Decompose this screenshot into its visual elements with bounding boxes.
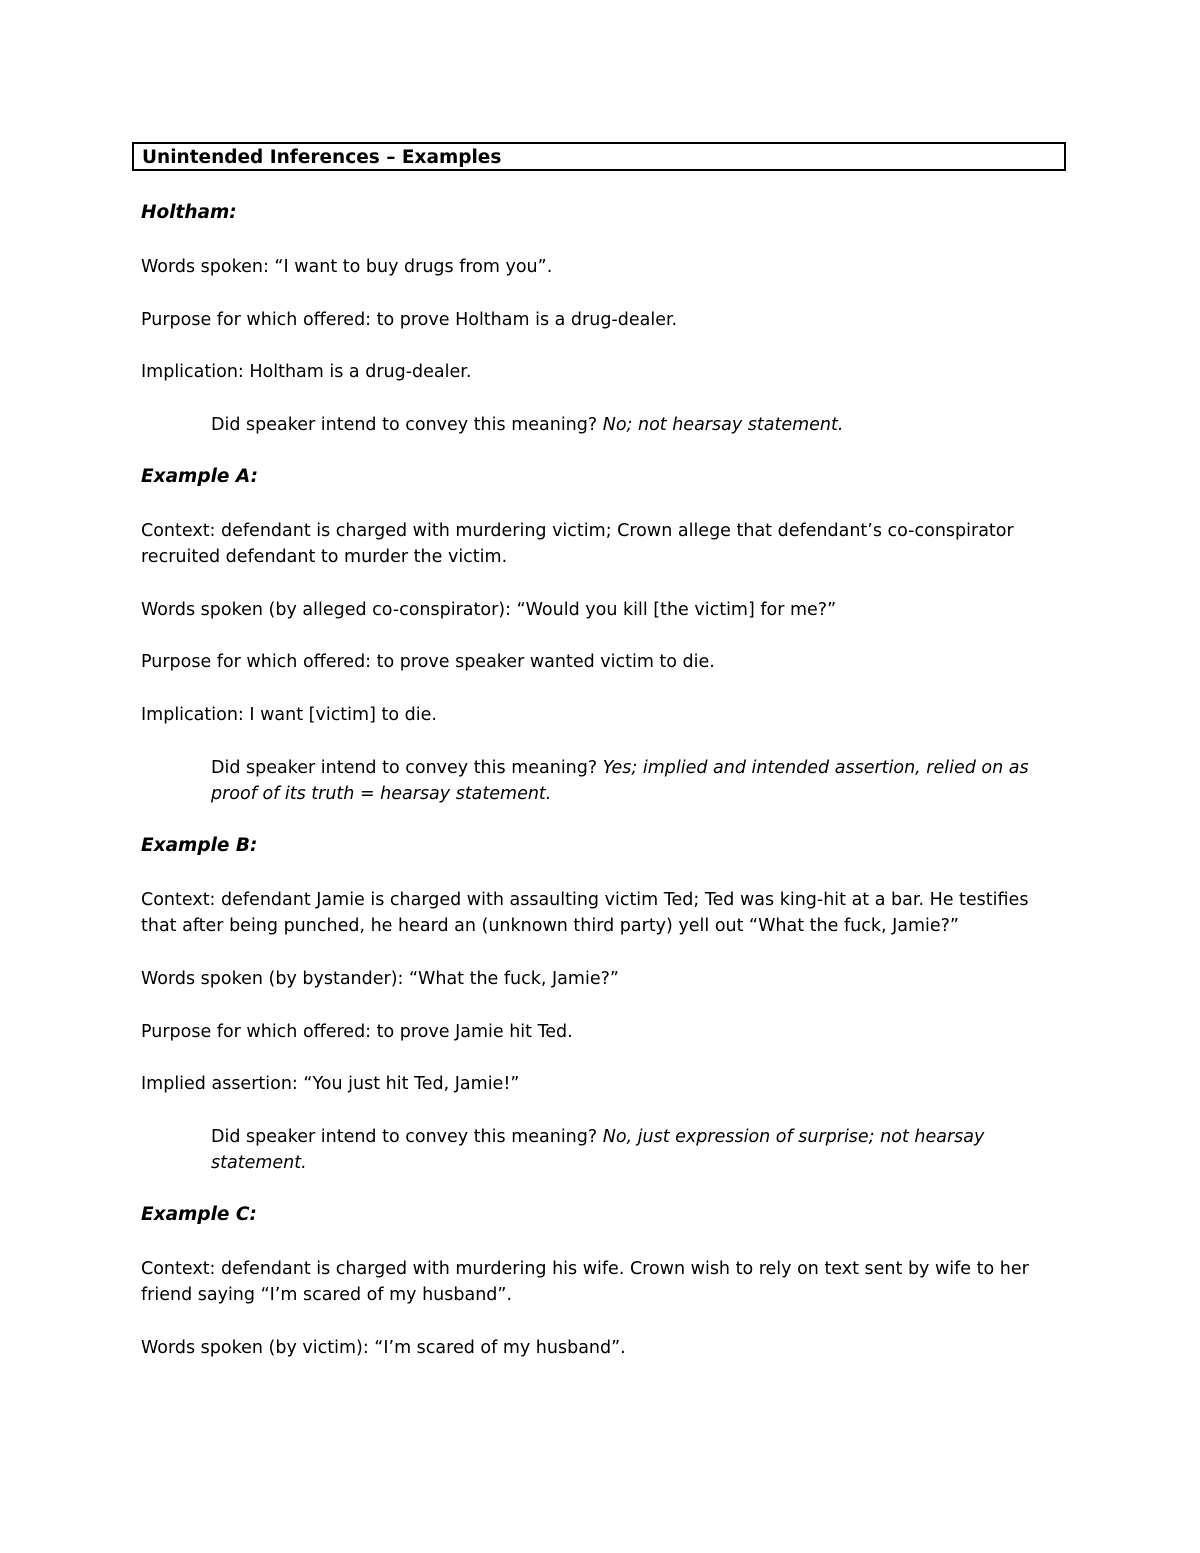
example-b-words-spoken: Words spoken (by bystander): “What the fuck, Jamie?” xyxy=(141,969,619,989)
example-b-context-line-2: that after being punched, he heard an (unknown third party) yell out “What the fuck, Jamie?” xyxy=(141,916,959,936)
intent-question-text: Did speaker intend to convey this meaning? xyxy=(211,415,603,435)
section-heading-example-a: Example A: xyxy=(141,466,258,487)
example-b-context-line-1: Context: defendant Jamie is charged with assaulting victim Ted; Ted was king-hit at a bar. He testifies xyxy=(141,890,1029,910)
example-b-implied-assertion: Implied assertion: “You just hit Ted, Jamie!” xyxy=(141,1074,520,1094)
intent-answer-text: No, just expression of surprise; not hearsay xyxy=(602,1127,985,1147)
example-b-purpose: Purpose for which offered: to prove Jamie hit Ted. xyxy=(141,1022,573,1042)
holtham-words-spoken: Words spoken: “I want to buy drugs from you”. xyxy=(141,257,553,277)
example-c-words-spoken: Words spoken (by victim): “I’m scared of my husband”. xyxy=(141,1338,626,1358)
example-a-context-line-1: Context: defendant is charged with murdering victim; Crown allege that defendant’s co-conspirator xyxy=(141,521,1014,541)
example-a-context-line-2: recruited defendant to murder the victim. xyxy=(141,547,508,567)
example-b-intent-answer-line-2: statement. xyxy=(211,1153,307,1173)
section-heading-example-c: Example C: xyxy=(141,1204,257,1225)
intent-answer-text: Yes; implied and intended assertion, relied on as xyxy=(602,758,1029,778)
intent-question-text: Did speaker intend to convey this meaning? xyxy=(211,758,603,778)
example-a-purpose: Purpose for which offered: to prove speaker wanted victim to die. xyxy=(141,652,715,672)
holtham-intent-question xyxy=(211,412,843,438)
section-heading-holtham: Holtham: xyxy=(141,202,237,223)
example-a-words-spoken: Words spoken (by alleged co-conspirator): “Would you kill [the victim] for me?” xyxy=(141,600,837,620)
example-a-implication: Implication: I want [victim] to die. xyxy=(141,705,437,725)
intent-question-text: Did speaker intend to convey this meaning? xyxy=(211,1127,603,1147)
example-a-intent-answer-line-2: proof of its truth = hearsay statement. xyxy=(211,784,552,804)
example-b-intent-question xyxy=(211,1124,984,1150)
example-c-context-line-1: Context: defendant is charged with murdering his wife. Crown wish to rely on text sent by wife to her xyxy=(141,1259,1029,1279)
intent-answer-text: No; not hearsay statement. xyxy=(602,415,844,435)
holtham-purpose: Purpose for which offered: to prove Holtham is a drug-dealer. xyxy=(141,310,678,330)
page-title: Unintended Inferences – Examples xyxy=(132,142,1066,171)
section-heading-example-b: Example B: xyxy=(141,835,258,856)
example-c-context-line-2: friend saying “I’m scared of my husband”. xyxy=(141,1285,513,1305)
example-a-intent-question xyxy=(211,755,1029,781)
holtham-implication: Implication: Holtham is a drug-dealer. xyxy=(141,362,472,382)
